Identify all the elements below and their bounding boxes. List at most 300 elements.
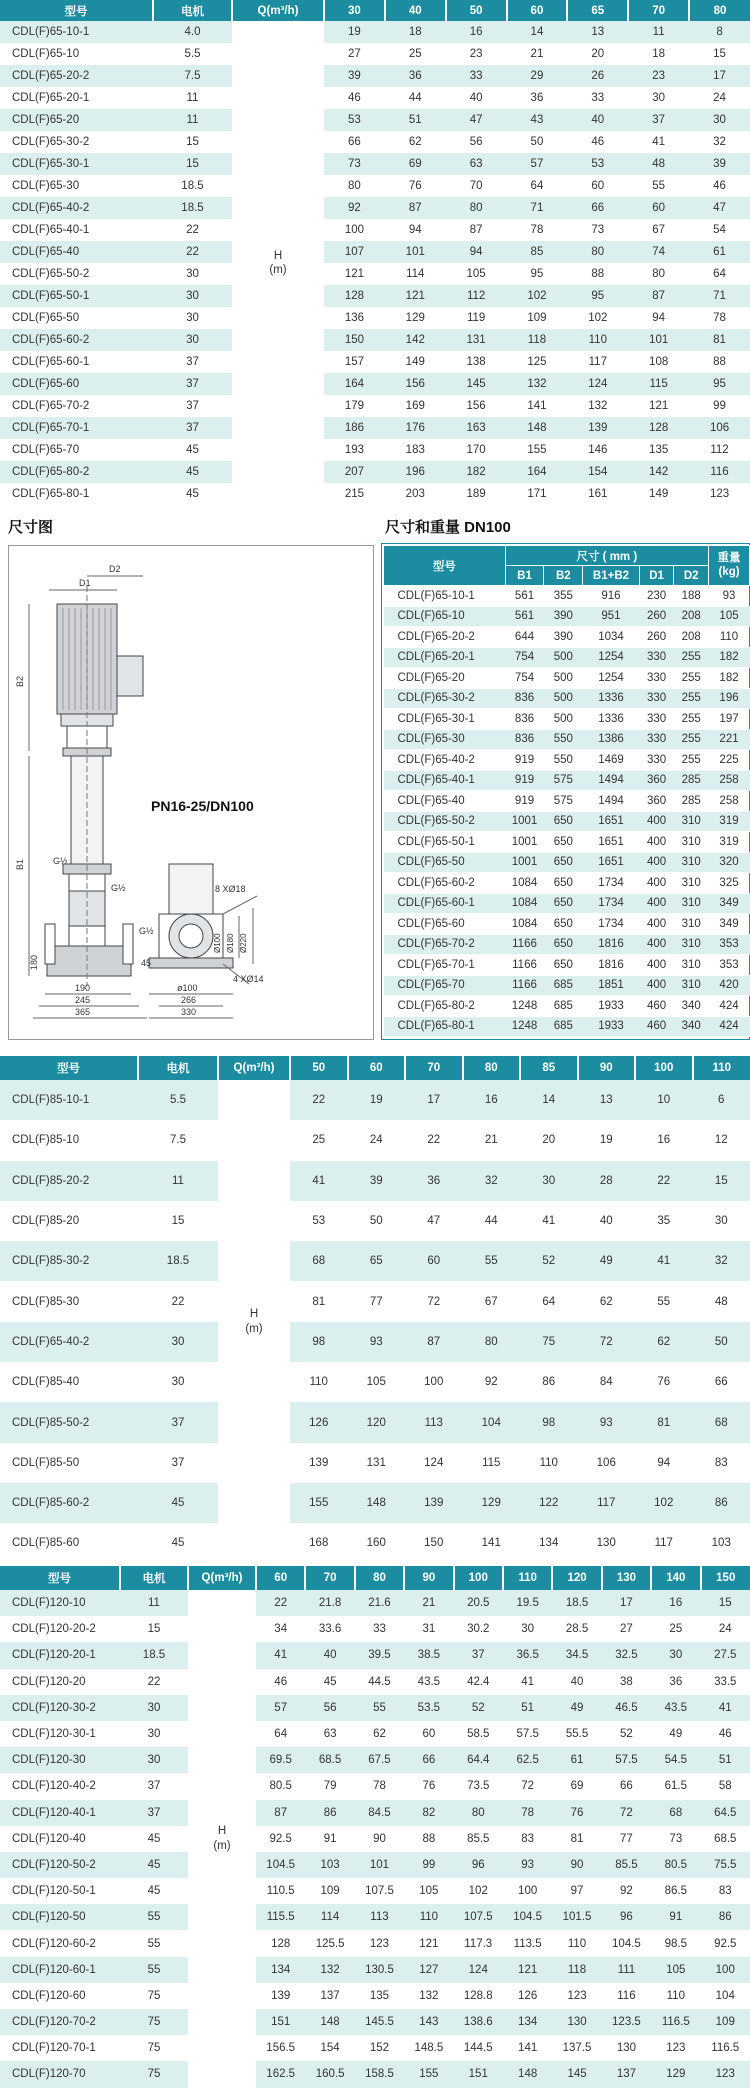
head-value-cell: 66 [567,197,628,219]
table120-header-q: Q(m³/h) [188,1566,256,1590]
dims-value-cell: 685 [544,975,583,996]
dims-col-header: B1 [505,566,544,586]
model-cell: CDL(F)120-30 [0,1747,120,1773]
table85-header-flow: 70 [405,1056,463,1080]
table65-row [0,241,750,263]
model-cell: CDL(F)65-50 [0,307,153,329]
table85-row [0,1161,750,1201]
head-value-cell: 21.8 [305,1590,354,1616]
motor-cell: 15 [120,1616,188,1642]
table85-row [0,1201,750,1241]
table65-row [0,219,750,241]
table120-row [0,2061,750,2087]
dims-row [384,852,750,873]
table65-header-model: 型号 [0,0,153,21]
head-value-cell: 117 [578,1483,636,1523]
head-value-cell: 102 [635,1483,693,1523]
motor-cell: 45 [138,1523,218,1563]
model-cell: CDL(F)65-30 [0,175,153,197]
dims-value-cell: 685 [544,1016,583,1037]
dims-value-cell: 400 [639,832,674,853]
head-value-cell: 78 [507,219,568,241]
dims-value-cell: 230 [639,586,674,607]
dims-row [384,832,750,853]
table85-header-motor: 电机 [138,1056,218,1080]
head-value-cell: 99 [689,395,750,417]
head-value-cell: 56 [446,131,507,153]
head-value-cell: 87 [256,1800,305,1826]
head-value-cell: 40 [446,87,507,109]
head-value-cell: 104 [701,1983,750,2009]
dims-value-cell: 349 [709,893,750,914]
dims-section-title: 尺寸和重量 DN100 [385,516,511,537]
head-label: H [218,1307,290,1321]
head-value-cell: 52 [454,1695,503,1721]
head-value-cell: 148 [305,2009,354,2035]
table65-header-motor: 电机 [153,0,232,21]
head-value-cell: 53 [290,1201,348,1241]
head-value-cell: 73 [567,219,628,241]
dims-row [384,893,750,914]
head-value-cell: 69.5 [256,1747,305,1773]
head-value-cell: 100 [324,219,385,241]
head-value-cell: 38 [602,1669,651,1695]
head-value-cell: 126 [503,1983,552,2009]
head-value-cell: 107 [324,241,385,263]
dim-365: 365 [75,1007,90,1017]
head-value-cell: 48 [628,153,689,175]
motor-cell: 7.5 [153,65,232,87]
head-label-cell [188,1590,256,2088]
dims-header-model: 型号 [384,546,506,586]
head-value-cell: 102 [454,1878,503,1904]
model-cell: CDL(F)120-40-2 [0,1773,120,1799]
table85-row [0,1523,750,1563]
head-value-cell: 83 [693,1443,750,1483]
dims-value-cell: 258 [709,770,750,791]
dims-value-cell: 330 [639,750,674,771]
dims-value-cell: 1494 [583,791,640,812]
dims-value-cell: 400 [639,934,674,955]
head-value-cell: 86 [693,1483,750,1523]
model-cell: CDL(F)65-30-2 [0,131,153,153]
dims-model-cell: CDL(F)65-40 [384,791,506,812]
model-cell: CDL(F)65-60 [0,373,153,395]
head-value-cell: 71 [507,197,568,219]
head-value-cell: 97 [552,1878,601,1904]
head-value-cell: 36.5 [503,1642,552,1668]
head-value-cell: 39 [348,1161,406,1201]
table85-row [0,1362,750,1402]
head-value-cell: 53.5 [404,1695,453,1721]
motor-cell: 30 [120,1721,188,1747]
motor-cell: 55 [120,1904,188,1930]
dims-row [384,1016,750,1037]
head-value-cell: 64.4 [454,1747,503,1773]
motor-cell: 45 [120,1826,188,1852]
head-value-cell: 24 [348,1120,406,1160]
table85-header-flow: 60 [348,1056,406,1080]
head-value-cell: 30 [651,1642,700,1668]
dim-245: 245 [75,995,90,1005]
head-value-cell: 73 [651,1826,700,1852]
head-value-cell: 129 [385,307,446,329]
table65-row [0,197,750,219]
head-value-cell: 40 [578,1201,636,1241]
head-value-cell: 88 [404,1826,453,1852]
dims-value-cell: 182 [709,647,750,668]
motor-cell: 45 [153,483,232,505]
dims-value-cell: 754 [505,647,544,668]
head-value-cell: 14 [507,21,568,43]
table120-row [0,2009,750,2035]
head-value-cell: 135 [628,439,689,461]
head-value-cell: 49 [552,1695,601,1721]
head-value-cell: 44.5 [355,1669,404,1695]
head-value-cell: 120 [348,1402,406,1442]
motor-cell: 22 [138,1281,218,1321]
head-value-cell: 68 [290,1241,348,1281]
table65-row [0,439,750,461]
table120-row [0,1590,750,1616]
head-value-cell: 36 [385,65,446,87]
head-value-cell: 69 [552,1773,601,1799]
model-cell: CDL(F)120-70 [0,2061,120,2087]
dims-model-cell: CDL(F)65-80-1 [384,1016,506,1037]
head-value-cell: 131 [348,1443,406,1483]
head-value-cell: 124 [567,373,628,395]
table120-row [0,1800,750,1826]
head-value-cell: 53 [567,153,628,175]
head-value-cell: 65 [348,1241,406,1281]
dims-row [384,975,750,996]
table85-row [0,1443,750,1483]
head-value-cell: 124 [454,1957,503,1983]
head-value-cell: 160.5 [305,2061,354,2087]
table85-header-flow: 80 [463,1056,521,1080]
dims-row [384,934,750,955]
head-value-cell: 82 [404,1800,453,1826]
head-value-cell: 63 [305,1721,354,1747]
head-value-cell: 22 [256,1590,305,1616]
head-value-cell: 80 [628,263,689,285]
head-value-cell: 16 [635,1120,693,1160]
head-value-cell: 94 [628,307,689,329]
head-value-cell: 91 [651,1904,700,1930]
dims-value-cell: 1469 [583,750,640,771]
head-value-cell: 75.5 [701,1852,750,1878]
dim-g12-a: G½ [53,856,68,866]
head-value-cell: 141 [507,395,568,417]
head-value-cell: 43 [507,109,568,131]
dims-model-cell: CDL(F)65-60-1 [384,893,506,914]
dims-value-cell: 1734 [583,893,640,914]
head-value-cell: 117 [567,351,628,373]
head-value-cell: 27 [324,43,385,65]
head-value-cell: 15 [689,43,750,65]
head-value-cell: 105 [446,263,507,285]
table85-row [0,1080,750,1120]
head-unit: (m) [218,1322,290,1336]
head-value-cell: 101.5 [552,1904,601,1930]
head-value-cell: 94 [635,1443,693,1483]
dims-model-cell: CDL(F)65-40-1 [384,770,506,791]
motor-cell: 22 [120,1669,188,1695]
head-value-cell: 105 [404,1878,453,1904]
dims-row [384,873,750,894]
head-value-cell: 183 [385,439,446,461]
head-value-cell: 104.5 [256,1852,305,1878]
model-cell: CDL(F)120-40-1 [0,1800,120,1826]
head-value-cell: 118 [507,329,568,351]
drawing-section-title: 尺寸图 [8,516,53,537]
head-value-cell: 77 [348,1281,406,1321]
head-value-cell: 21 [463,1120,521,1160]
head-value-cell: 160 [348,1523,406,1563]
dims-model-cell: CDL(F)65-60 [384,914,506,935]
head-value-cell: 73 [324,153,385,175]
head-value-cell: 47 [405,1201,463,1241]
dims-row [384,750,750,771]
head-value-cell: 110 [567,329,628,351]
head-value-cell: 137 [305,1983,354,2009]
head-value-cell: 129 [463,1483,521,1523]
dims-value-cell: 836 [505,688,544,709]
dims-model-cell: CDL(F)65-20 [384,668,506,689]
head-value-cell: 118 [552,1957,601,1983]
head-value-cell: 109 [701,2009,750,2035]
motor-cell: 15 [153,131,232,153]
dim-45: 45 [141,958,151,968]
model-cell: CDL(F)120-40 [0,1826,120,1852]
model-cell: CDL(F)65-50-1 [0,285,153,307]
dims-model-cell: CDL(F)65-70-2 [384,934,506,955]
model-cell: CDL(F)120-50 [0,1904,120,1930]
dims-value-cell: 1254 [583,668,640,689]
table120-row [0,1616,750,1642]
terminal-box [117,656,143,696]
head-value-cell: 76 [404,1773,453,1799]
table65-row [0,417,750,439]
head-value-cell: 145 [552,2061,601,2087]
dims-row [384,606,750,627]
head-value-cell: 141 [463,1523,521,1563]
head-value-cell: 16 [446,21,507,43]
motor-cell: 5.5 [153,43,232,65]
dims-value-cell: 1651 [583,832,640,853]
head-value-cell: 36 [507,87,568,109]
head-value-cell: 57 [256,1695,305,1721]
head-value-cell: 41 [628,131,689,153]
dims-header-weight: 重量 (kg) [709,546,750,586]
head-value-cell: 67 [463,1281,521,1321]
table85-row [0,1120,750,1160]
table65-row [0,65,750,87]
motor-cell: 22 [153,241,232,263]
head-value-cell: 130 [578,1523,636,1563]
head-value-cell: 64 [256,1721,305,1747]
head-value-cell: 90 [552,1852,601,1878]
head-label-cell [218,1080,290,1564]
head-value-cell: 41 [503,1669,552,1695]
table120-header-flow: 110 [503,1566,552,1590]
dims-value-cell: 260 [639,606,674,627]
head-value-cell: 71 [689,285,750,307]
motor-cell: 15 [138,1201,218,1241]
head-value-cell: 40 [567,109,628,131]
dims-value-cell: 836 [505,709,544,730]
dims-value-cell: 310 [674,955,709,976]
dim-d1: D1 [79,578,91,588]
head-value-cell: 85.5 [454,1826,503,1852]
table85-header-flow: 90 [578,1056,636,1080]
motor-cell: 37 [120,1800,188,1826]
dims-value-cell: 310 [674,975,709,996]
head-value-cell: 98 [290,1322,348,1362]
motor-cell: 30 [153,285,232,307]
dims-value-cell: 310 [674,852,709,873]
dims-value-cell: 355 [544,586,583,607]
dims-value-cell: 424 [709,1016,750,1037]
dims-value-cell: 1933 [583,1016,640,1037]
head-value-cell: 66 [602,1773,651,1799]
head-value-cell: 52 [602,1721,651,1747]
head-value-cell: 116.5 [651,2009,700,2035]
head-value-cell: 203 [385,483,446,505]
head-value-cell: 23 [628,65,689,87]
dims-value-cell: 390 [544,627,583,648]
table120-row [0,1642,750,1668]
model-cell: CDL(F)65-20-2 [0,65,153,87]
dims-value-cell: 951 [583,606,640,627]
head-value-cell: 107.5 [355,1878,404,1904]
head-value-cell: 21 [507,43,568,65]
table65-row [0,461,750,483]
table65-row [0,87,750,109]
motor-cell: 11 [153,87,232,109]
head-value-cell: 92 [324,197,385,219]
head-value-cell: 66 [693,1362,750,1402]
dims-col-header: D2 [674,566,709,586]
head-value-cell: 57.5 [503,1721,552,1747]
model-cell: CDL(F)120-50-2 [0,1852,120,1878]
head-value-cell: 64 [520,1281,578,1321]
head-value-cell: 139 [567,417,628,439]
table65-row [0,21,750,43]
table120-header-flow: 120 [552,1566,601,1590]
head-value-cell: 116 [689,461,750,483]
dims-header-size: 尺寸 ( mm ) [505,546,708,566]
head-value-cell: 81 [689,329,750,351]
head-value-cell: 78 [503,1800,552,1826]
dims-value-cell: 349 [709,914,750,935]
head-value-cell: 78 [689,307,750,329]
head-value-cell: 168 [290,1523,348,1563]
head-value-cell: 207 [324,461,385,483]
model-cell: CDL(F)120-20 [0,1669,120,1695]
head-value-cell: 33.6 [305,1616,354,1642]
dims-value-cell: 650 [544,832,583,853]
head-value-cell: 62 [355,1721,404,1747]
motor-cell: 18.5 [153,197,232,219]
head-value-cell: 68.5 [305,1747,354,1773]
dim-p220: Ø220 [239,933,248,953]
motor-cell: 75 [120,1983,188,2009]
performance-table-120 [0,1566,750,2088]
dims-model-cell: CDL(F)65-50 [384,852,506,873]
dims-value-cell: 500 [544,709,583,730]
dims-value-cell: 1254 [583,647,640,668]
head-value-cell: 39 [689,153,750,175]
dims-value-cell: 255 [674,668,709,689]
dims-value-cell: 340 [674,1016,709,1037]
head-value-cell: 16 [651,1590,700,1616]
head-value-cell: 17 [405,1080,463,1120]
table120-row [0,1983,750,2009]
dims-row [384,709,750,730]
table120-row [0,1773,750,1799]
head-value-cell: 131 [446,329,507,351]
model-cell: CDL(F)65-40-1 [0,219,153,241]
dim-d100: ø100 [177,983,198,993]
table120-row [0,1826,750,1852]
model-cell: CDL(F)65-60-1 [0,351,153,373]
head-value-cell: 68 [651,1800,700,1826]
head-value-cell: 54 [689,219,750,241]
head-value-cell: 80 [324,175,385,197]
performance-table-65 [0,0,750,505]
head-value-cell: 22 [635,1161,693,1201]
head-value-cell: 114 [305,1904,354,1930]
head-value-cell: 33.5 [701,1669,750,1695]
head-value-cell: 146 [567,439,628,461]
head-value-cell: 80 [446,197,507,219]
dims-value-cell: 1816 [583,955,640,976]
motor-cell: 22 [153,219,232,241]
head-value-cell: 20 [567,43,628,65]
table65-row [0,153,750,175]
motor-cell: 45 [138,1483,218,1523]
head-value-cell: 101 [355,1852,404,1878]
head-value-cell: 60 [404,1721,453,1747]
head-value-cell: 123 [689,483,750,505]
head-value-cell: 76 [552,1800,601,1826]
head-value-cell: 48 [693,1281,750,1321]
dims-value-cell: 225 [709,750,750,771]
head-value-cell: 110 [290,1362,348,1402]
table65-header-flow: 80 [689,0,750,21]
head-value-cell: 109 [305,1878,354,1904]
head-value-cell: 128.8 [454,1983,503,2009]
head-value-cell: 115 [628,373,689,395]
head-value-cell: 92.5 [701,1930,750,1956]
head-value-cell: 51 [385,109,446,131]
table120-row [0,1957,750,1983]
head-value-cell: 57.5 [602,1747,651,1773]
head-value-cell: 72 [503,1773,552,1799]
head-value-cell: 193 [324,439,385,461]
dims-value-cell: 353 [709,955,750,976]
head-value-cell: 104.5 [602,1930,651,1956]
head-value-cell: 69 [385,153,446,175]
dimension-drawing [8,545,374,1040]
dims-value-cell: 650 [544,934,583,955]
head-value-cell: 85 [507,241,568,263]
motor-cell: 30 [138,1322,218,1362]
head-value-cell: 18.5 [552,1590,601,1616]
head-value-cell: 92 [602,1878,651,1904]
head-value-cell: 132 [507,373,568,395]
